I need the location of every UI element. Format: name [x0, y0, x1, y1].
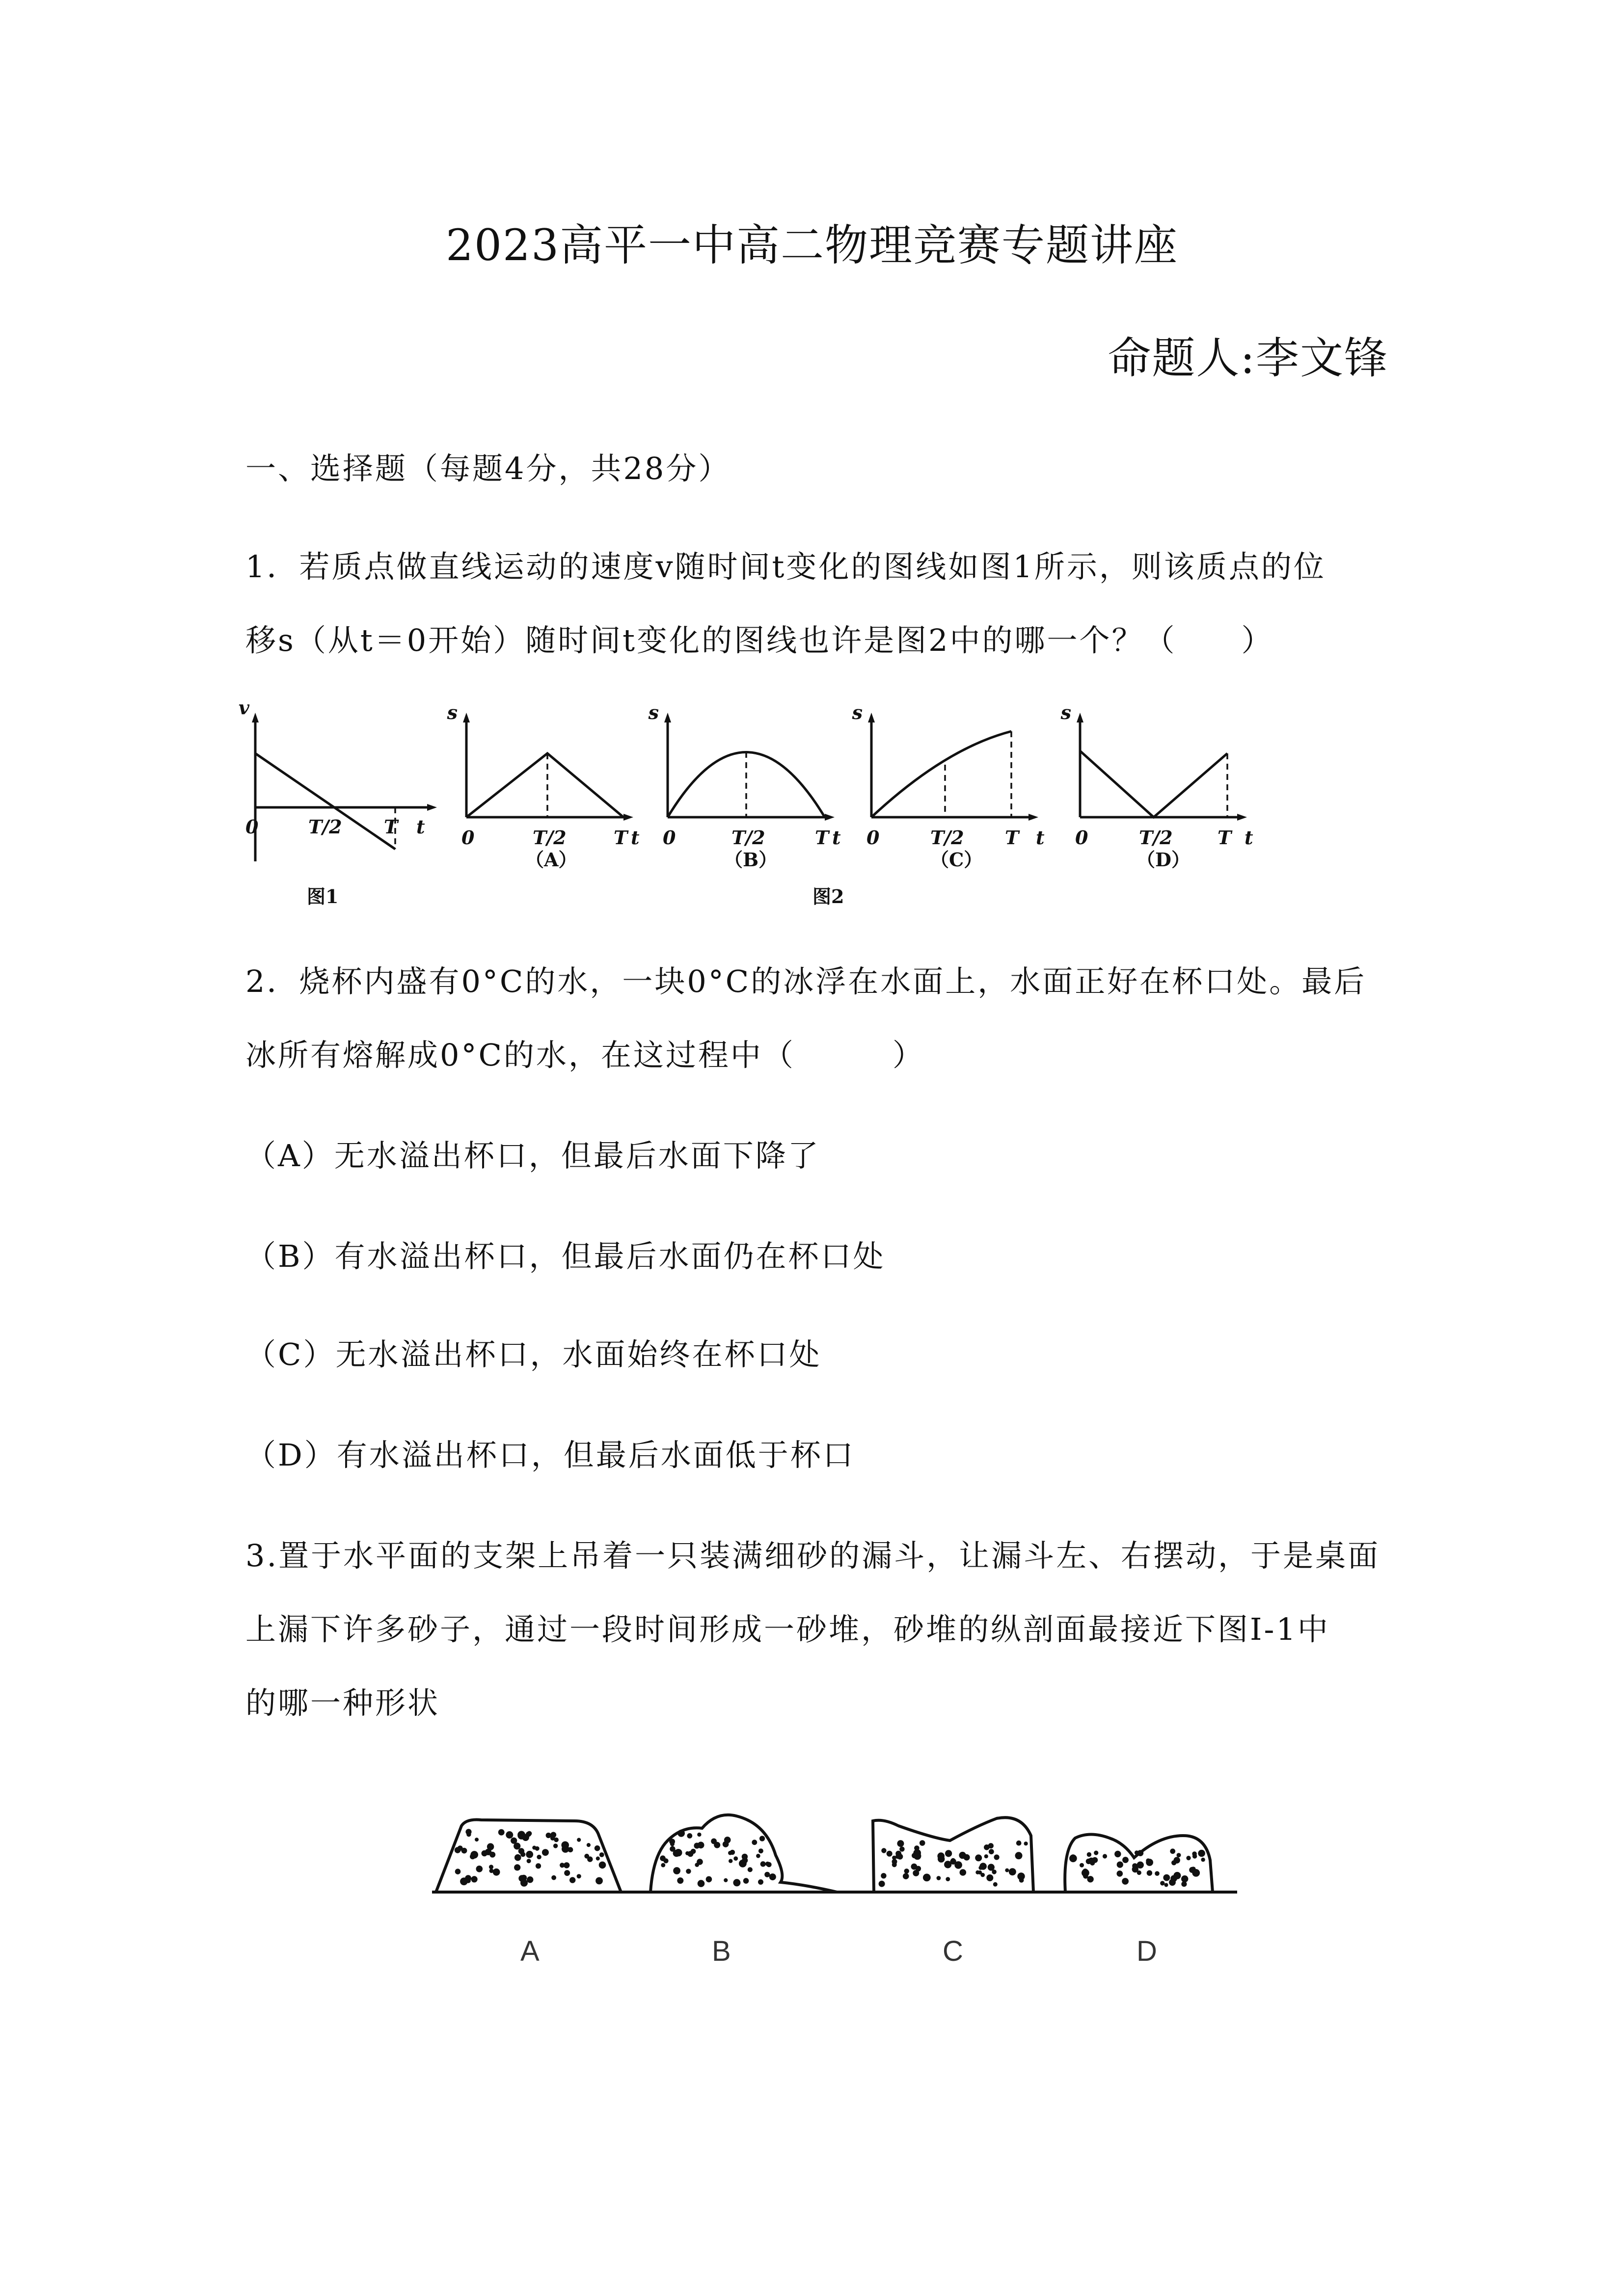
author-line: 命题人:李文锋: [1108, 333, 1388, 383]
sand-grain: [1160, 1881, 1164, 1885]
sand-grain: [1114, 1851, 1121, 1857]
sand-grain: [945, 1850, 952, 1857]
sand-grain: [595, 1877, 603, 1885]
sand-grain: [599, 1852, 604, 1857]
sand-grain: [1186, 1856, 1191, 1860]
sand-grain: [695, 1863, 699, 1867]
sand-grain: [1155, 1871, 1160, 1876]
sand-grain: [526, 1832, 531, 1837]
graph-a-s-label: s: [447, 702, 458, 723]
graph-c-s-label: s: [852, 702, 863, 723]
graph-d: [812, 702, 1253, 908]
fig1-t-label: t: [416, 816, 425, 838]
sand-grain: [686, 1869, 691, 1874]
sand-grain: [989, 1849, 994, 1854]
sand-grain: [764, 1872, 770, 1877]
sand-grain: [975, 1854, 982, 1861]
sand-grain: [1171, 1860, 1176, 1865]
sand-grain: [542, 1849, 549, 1856]
sand-grain: [988, 1843, 994, 1848]
sand-grain: [904, 1869, 909, 1873]
fig2-caption: 图2: [812, 885, 844, 908]
graph-c: [852, 702, 1045, 871]
sand-grain: [1135, 1850, 1139, 1855]
sand-grain: [769, 1873, 776, 1880]
sand-grain: [527, 1876, 533, 1883]
sand-grain: [988, 1864, 995, 1870]
graph-c-t-label: t: [1036, 827, 1045, 849]
sand-grain: [950, 1859, 956, 1865]
sand-grain: [1024, 1842, 1028, 1845]
sand-grain: [1009, 1868, 1016, 1875]
fig1-T-label: T: [384, 816, 398, 838]
sand-grain: [1087, 1876, 1093, 1882]
sand-grain: [596, 1857, 600, 1861]
graph-d-t-label: t: [1245, 827, 1253, 849]
graph-d-T-label: T: [1218, 827, 1232, 849]
sand-grain: [1170, 1875, 1177, 1882]
sand-grain: [1122, 1857, 1129, 1863]
sand-grain: [1170, 1848, 1175, 1854]
sand-grain: [600, 1864, 605, 1869]
graph-d-s-arrow-icon: [1077, 713, 1083, 722]
sand-grain: [691, 1849, 696, 1854]
page-title: 2023高平一中高二物理竞赛专题讲座: [446, 220, 1178, 270]
graph-d-caption: （D）: [1137, 849, 1190, 871]
sand-grain: [1087, 1852, 1091, 1857]
sand-grain: [879, 1881, 885, 1887]
graph-c-s-arrow-icon: [868, 713, 875, 722]
sand-grain: [743, 1878, 749, 1884]
sand-grain: [756, 1854, 760, 1858]
graph-a-origin: 0: [461, 827, 475, 849]
sand-grain: [1163, 1874, 1170, 1881]
sand-grain: [1117, 1870, 1123, 1877]
sand-grain: [899, 1846, 905, 1852]
sand-grain: [946, 1877, 950, 1881]
sand-grain: [920, 1840, 925, 1846]
graph-c-caption: （C）: [930, 849, 983, 871]
fig1-origin: 0: [245, 816, 259, 838]
graph-b-T-label: T: [815, 827, 829, 849]
q2-text-line-2: 冰所有熔解成0°C的水，在这过程中（ ）: [245, 1037, 925, 1073]
q1-figure: [236, 702, 1267, 913]
sand-grain: [517, 1831, 525, 1839]
graph-b-t-arrow-icon: [825, 814, 835, 821]
sand-grain: [595, 1845, 600, 1851]
graph-d-origin: 0: [1075, 827, 1088, 849]
sand-grain: [758, 1879, 763, 1885]
graph-c-T-label: T: [1005, 827, 1019, 849]
sand-grain: [661, 1863, 665, 1868]
graph-c-t-arrow-icon: [1029, 814, 1038, 821]
graph-a: [447, 702, 640, 871]
sand-grain: [1088, 1858, 1094, 1864]
sand-grain: [554, 1838, 559, 1842]
sand-grain: [506, 1831, 513, 1839]
pile-a-label: A: [520, 1935, 540, 1967]
sand-grain: [1103, 1854, 1107, 1858]
sand-grain: [1094, 1851, 1098, 1855]
fig1-half-label: T/2: [308, 816, 342, 838]
graph-a-caption: （A）: [525, 849, 577, 871]
q2-option-a: （A）无水溢出杯口，但最后水面下降了: [245, 1138, 820, 1174]
sand-grain: [537, 1855, 541, 1859]
sand-grain: [1201, 1858, 1205, 1862]
sand-grain: [1137, 1862, 1144, 1869]
graph-b-t-label: t: [832, 827, 841, 849]
q1-text-line-1: 1．若质点做直线运动的速度v随时间t变化的图线如图1所示，则该质点的位: [245, 549, 1326, 585]
sand-grain: [1146, 1858, 1150, 1863]
graph-d-curve: [1080, 751, 1227, 817]
graph-c-curve: [871, 731, 1011, 817]
sand-grain: [1181, 1875, 1188, 1882]
sand-grain: [489, 1865, 493, 1869]
graph-a-curve: [466, 753, 623, 817]
sand-grain: [685, 1851, 689, 1855]
sand-grain: [959, 1852, 966, 1859]
sand-grain: [881, 1873, 886, 1878]
sand-grain: [577, 1838, 581, 1842]
graph-d-t-arrow-icon: [1237, 814, 1247, 821]
q3-text-line-3: 的哪一种形状: [245, 1685, 440, 1721]
pile-b-label: B: [712, 1935, 731, 1967]
q3-text-line-2: 上漏下许多砂子，通过一段时间形成一砂堆，砂堆的纵剖面最接近下图Ⅰ-1中: [245, 1611, 1330, 1647]
pile-b: [650, 1815, 837, 1967]
pile-a: [436, 1820, 621, 1968]
graph-c-origin: 0: [866, 827, 880, 849]
sand-grain: [711, 1839, 717, 1844]
sand-grain: [980, 1873, 985, 1877]
sand-grain: [1117, 1862, 1123, 1868]
section-heading: 一、选择题（每题4分，共28分）: [245, 451, 731, 486]
sand-grain: [729, 1859, 732, 1863]
sand-grain: [577, 1874, 581, 1878]
sand-grain: [476, 1866, 483, 1872]
graph-b-s-label: s: [648, 702, 659, 723]
sand-grain: [1080, 1863, 1084, 1868]
sand-grain: [687, 1833, 692, 1839]
sand-grain: [560, 1863, 565, 1868]
q2-text-line-1: 2．烧杯内盛有0°C的水，一块0°C的冰浮在水面上，水面正好在杯口处。最后: [245, 963, 1367, 999]
sand-grain: [893, 1862, 896, 1866]
q2-option-d: （D）有水溢出杯口，但最后水面低于杯口: [245, 1437, 855, 1473]
sand-grain: [903, 1873, 909, 1879]
sand-grain: [673, 1867, 680, 1874]
graph-a-t-label: t: [631, 827, 640, 849]
q3-text-line-1: 3.置于水平面的支架上吊着一只装满细砂的漏斗，让漏斗左、右摆动，于是桌面: [245, 1538, 1380, 1574]
q1-text-line-2: 移s（从t＝0开始）随时间t变化的图线也许是图2中的哪一个？（ ）: [245, 622, 1274, 658]
graph-a-s-arrow-icon: [463, 713, 470, 722]
sand-grain: [984, 1854, 988, 1858]
fig1-v-label: v: [238, 702, 249, 719]
fig1-caption: 图1: [307, 885, 339, 908]
sand-grain: [569, 1877, 575, 1883]
sand-grain: [897, 1854, 903, 1860]
sand-grain: [706, 1876, 712, 1883]
fig1-vt-graph: [239, 702, 437, 908]
sand-grain: [471, 1876, 478, 1882]
sand-grain: [742, 1857, 748, 1863]
sand-grain: [470, 1854, 475, 1859]
sand-grain: [493, 1869, 500, 1876]
sand-grain: [546, 1833, 551, 1838]
sand-grain: [697, 1833, 701, 1837]
sand-grain: [993, 1882, 998, 1887]
sand-grain: [752, 1840, 757, 1845]
sand-grain: [698, 1880, 705, 1887]
sand-grain: [553, 1843, 558, 1848]
sand-grain: [1147, 1870, 1152, 1876]
sand-grain: [1015, 1852, 1023, 1859]
sand-grain: [675, 1849, 682, 1856]
sand-grain: [759, 1836, 765, 1841]
sand-grain: [551, 1875, 556, 1880]
graph-b-s-arrow-icon: [664, 713, 671, 722]
sand-grain: [1177, 1853, 1181, 1857]
sand-grain: [1016, 1841, 1022, 1846]
fig1-v-arrow-icon: [252, 713, 259, 722]
sand-grain: [455, 1869, 461, 1874]
sand-grain: [978, 1866, 982, 1869]
q2-option-b: （B）有水溢出杯口，但最后水面仍在杯口处: [245, 1238, 886, 1274]
sand-grain: [498, 1829, 505, 1836]
sand-grain: [511, 1838, 517, 1844]
sand-grain: [881, 1848, 886, 1853]
sand-grain: [730, 1850, 735, 1855]
sand-grain: [670, 1842, 675, 1846]
sand-grain: [1192, 1869, 1200, 1877]
sand-grain: [475, 1838, 479, 1842]
sand-grain: [1198, 1850, 1205, 1857]
graph-b-caption: （B）: [724, 849, 778, 871]
sand-grain: [562, 1845, 569, 1853]
sand-grain: [1083, 1874, 1088, 1879]
sand-grain: [960, 1869, 967, 1876]
sand-grain: [587, 1843, 591, 1847]
q2-option-c: （C）无水溢出杯口，水面始终在杯口处: [245, 1336, 822, 1372]
sand-grain: [677, 1830, 685, 1837]
sand-grain: [670, 1846, 675, 1851]
graph-b-origin: 0: [663, 827, 676, 849]
graph-d-s-label: s: [1060, 702, 1071, 723]
sand-grain: [913, 1870, 919, 1876]
sand-grain: [724, 1878, 728, 1882]
sand-grain: [527, 1859, 531, 1863]
sand-grain: [1019, 1878, 1024, 1883]
sand-grain: [914, 1852, 921, 1860]
pile-d-label: D: [1137, 1935, 1157, 1967]
sand-grain: [466, 1832, 471, 1837]
fig1-t-arrow-icon: [427, 804, 437, 811]
sand-grain: [487, 1843, 494, 1850]
sand-grain: [723, 1841, 729, 1847]
pile-d: [1065, 1835, 1213, 1968]
sand-grain: [514, 1854, 521, 1861]
sand-grain: [466, 1878, 471, 1883]
graph-d-half-label: T/2: [1139, 827, 1173, 849]
graph-a-T-label: T: [614, 827, 628, 849]
sand-grain: [532, 1846, 536, 1850]
sand-grain: [1164, 1883, 1168, 1887]
graph-b: [648, 702, 841, 871]
sand-grain: [887, 1851, 893, 1857]
sand-grain: [518, 1848, 524, 1854]
graph-a-t-arrow-icon: [623, 814, 633, 821]
pile-c: [873, 1817, 1033, 1967]
sand-grain: [536, 1863, 541, 1869]
sand-grain: [760, 1861, 766, 1867]
sand-grain: [518, 1875, 525, 1882]
sand-grain: [986, 1874, 993, 1881]
pile-c-label: C: [943, 1935, 963, 1967]
sand-grain: [748, 1867, 753, 1872]
sand-grain: [677, 1877, 683, 1884]
sand-grain: [765, 1862, 770, 1866]
graph-c-half-label: T/2: [930, 827, 964, 849]
q3-sand-piles-figure: [422, 1796, 1247, 1973]
graph-a-half-label: T/2: [533, 827, 567, 849]
sand-grain: [564, 1870, 570, 1876]
sand-grain: [587, 1856, 593, 1862]
sand-grain: [975, 1870, 979, 1874]
sand-grain: [758, 1848, 763, 1853]
sand-grain: [733, 1879, 740, 1886]
sand-grain: [455, 1847, 461, 1853]
sand-grain: [1005, 1869, 1009, 1872]
sand-grain: [994, 1854, 1000, 1860]
sand-grain: [897, 1840, 904, 1847]
sand-grain: [461, 1848, 467, 1854]
sand-grain: [526, 1851, 533, 1858]
sand-grain: [1192, 1854, 1197, 1858]
sand-grain: [694, 1842, 700, 1848]
sand-grain: [660, 1855, 666, 1861]
sand-grain: [514, 1864, 520, 1870]
sand-grain: [937, 1876, 941, 1880]
graph-b-half-label: T/2: [731, 827, 765, 849]
sand-grain: [923, 1874, 931, 1882]
sand-grain: [1069, 1855, 1077, 1863]
sand-grain: [1122, 1878, 1129, 1885]
sand-grain: [938, 1855, 945, 1862]
sand-grain: [733, 1856, 738, 1861]
sand-grain: [911, 1864, 918, 1870]
